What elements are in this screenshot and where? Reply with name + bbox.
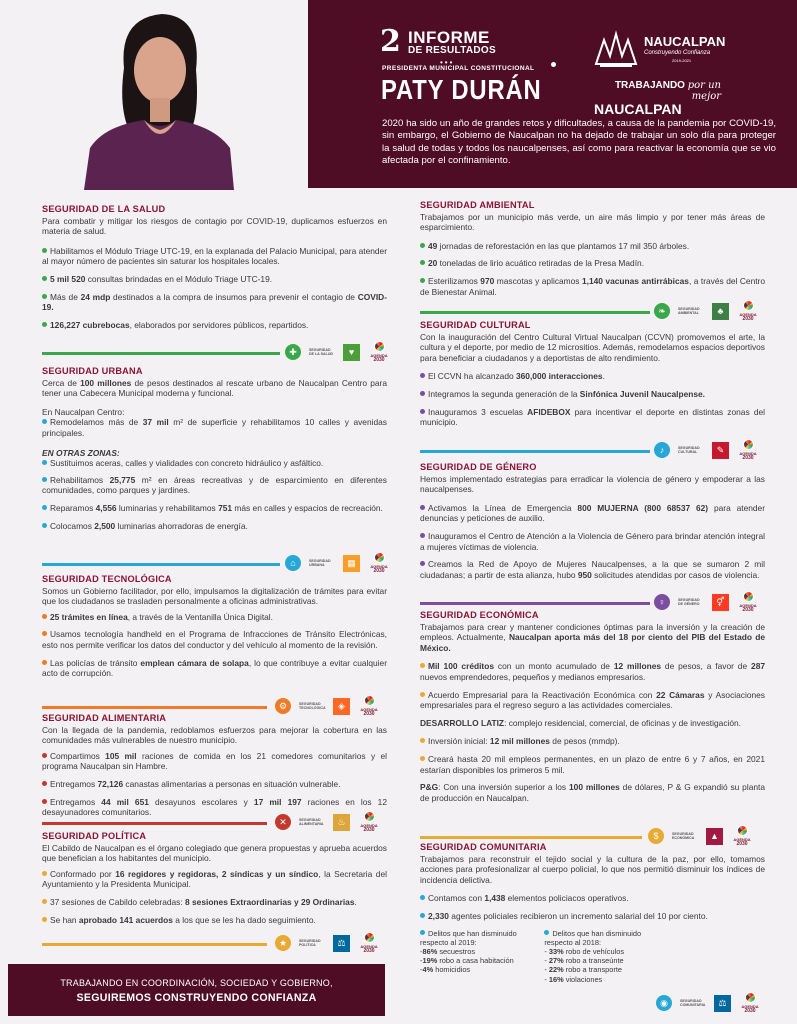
section-politica — [42, 831, 387, 932]
intro-text: 2020 ha sido un año de grandes retos y dificultades, a causa de la pandemia por COVID-19, sin embargo, el Gobierno de Naucalpan no ha dejado de trabajar un solo día para proteger la salud de todas y todos los naucalpenses, así como para reactivar la economía que se vio afectada por el confinamiento. — [382, 118, 776, 166]
seg-label: SEGURIDAD DE GÉNERO — [678, 598, 700, 606]
sdg-hunger-icon: ♨ — [333, 814, 350, 831]
section-badges — [275, 932, 380, 954]
sdg-life-land-icon: ♣ — [712, 303, 729, 320]
section-intro: Trabajamos para crear y mantener condiciones óptimas para la inversión y la creación de empleos. Actualmente, Naucalpan aporta más del 18 por ciento del PIB del Estado de México. — [420, 621, 765, 653]
list-item: Reparamos 4,556 luminarias y rehabilitamos 751 más en calles y espacios de recreación. — [42, 503, 387, 514]
crime-2019 — [420, 929, 542, 975]
naucalpan-emblem-icon — [592, 30, 640, 70]
crime-2018-title: Delitos que han disminuido respecto al 2018: — [544, 928, 642, 947]
section-badges — [275, 811, 380, 833]
sdg-education-icon: ✎ — [712, 442, 729, 459]
list-item: Colocamos 2,500 luminarias ahorradoras de energía. — [42, 521, 387, 532]
seg-label: SEGURIDAD COMUNITARIA — [680, 999, 706, 1007]
section-title: SEGURIDAD CULTURAL — [420, 320, 531, 330]
list-item: Creamos la Red de Apoyo de Mujeres Naucalpenses, a la que se sumaron 2 mil ciudadanas; a partir de esta alianza, hubo 950 solicitudes atendidas por casos de violencia. — [420, 559, 765, 580]
section-alimentaria — [42, 713, 387, 825]
otras-zonas-label: EN OTRAS ZONAS: — [42, 447, 120, 458]
list-item: 126,227 cubrebocas, elaborados por servidores públicos, repartidos. — [42, 320, 387, 331]
section-intro: Para combatir y mitigar los riesgos de contagio por COVID-19, duplicamos esfuerzos en materia de salud. — [42, 215, 387, 237]
agenda-2030-icon: AGENDA 2030 — [731, 825, 753, 847]
section-title: SEGURIDAD COMUNITARIA — [420, 842, 547, 852]
agenda-2030-icon: AGENDA 2030 — [368, 341, 390, 363]
separator-dot — [551, 62, 556, 67]
section-badges — [656, 992, 761, 1014]
crime-item: -86% secuestros — [420, 946, 476, 956]
list-item: Inauguramos 3 escuelas AFIDEBOX para incentivar el deporte en distintas zonas del municipio. — [420, 406, 765, 428]
crime-item: -19% robo a casa habitación — [420, 956, 514, 966]
section-badges — [285, 552, 390, 574]
section-intro: Con la llegada de la pandemia, redoblamos esfuerzos para mejorar la cobertura en las comunidades más vulnerables de nuestro municipio. — [42, 724, 387, 746]
seg-label: SEGURIDAD TECNOLÓGICA — [299, 702, 326, 710]
list-item: Contamos con 1,438 elementos policiacos operativos. — [420, 893, 765, 904]
list-item: 25 trámites en línea, a través de la Ventanilla Única Digital. — [42, 612, 387, 623]
city-icon: ⌂ — [285, 555, 301, 571]
economy-icon: $ — [648, 828, 664, 844]
list-item: Más de 24 mdp destinados a la compra de insumos para prevenir el contagio de COVID-19. — [42, 291, 387, 313]
slogan-c: NAUCALPAN — [594, 101, 682, 117]
president-role: PRESIDENTA MUNICIPAL CONSTITUCIONAL — [382, 65, 535, 72]
section-divider — [42, 822, 267, 825]
logo-years: 2019-2021 — [672, 58, 692, 63]
informe-title: INFORME — [408, 28, 490, 47]
crime-item: - 33% robo de vehículos — [544, 946, 625, 956]
section-intro: El Cabildo de Naucalpan es el órgano colegiado que genera propuestas y aprueba acuerdos que benefician a los habitantes del municipio. — [42, 842, 387, 864]
list-item: 2,330 agentes policiales recibieron un incremento salarial del 10 por ciento. — [420, 911, 765, 922]
section-salud — [42, 204, 387, 337]
footer-line-1: TRABAJANDO EN COORDINACIÓN, SOCIEDAD Y GOBIERNO, — [60, 978, 333, 988]
section-badges — [285, 341, 390, 363]
agenda-2030-icon: AGENDA 2030 — [739, 992, 761, 1014]
crime-item: -4% homicidios — [420, 965, 471, 975]
section-divider — [42, 943, 267, 946]
sdg-institutions-icon: ⚖ — [333, 935, 350, 952]
politics-icon: ★ — [275, 935, 291, 951]
informe-subtitle: DE RESULTADOS — [408, 45, 496, 56]
crime-item: - 16% violaciones — [544, 974, 603, 984]
section-title: SEGURIDAD ECONÓMICA — [420, 610, 539, 620]
section-intro: Somos un Gobierno facilitador, por ello, impulsamos la digitalización de trámites para evitar que los ciudadanos se trasladen personalmente a oficinas administrativas. — [42, 585, 387, 607]
agenda-2030-icon: AGENDA 2030 — [358, 695, 380, 717]
latiz-text: DESARROLLO LATIZ: complejo residencial, comercial, de oficinas y de investigación. — [420, 717, 742, 728]
section-divider — [42, 563, 280, 566]
list-item: Entregamos 72,126 canastas alimentarias a personas en situación vulnerable. — [42, 779, 387, 790]
section-cultural — [420, 320, 765, 435]
logo-name: NAUCALPAN — [644, 34, 726, 49]
section-title: SEGURIDAD ALIMENTARIA — [42, 713, 167, 723]
section-divider — [420, 602, 650, 605]
slogan-b: por un mejor — [687, 80, 721, 102]
footer-banner — [8, 964, 385, 1016]
slogan — [594, 80, 721, 123]
section-title: SEGURIDAD AMBIENTAL — [420, 200, 535, 210]
agenda-2030-icon: AGENDA 2030 — [737, 300, 759, 322]
sdg-peace-icon: ⚖ — [714, 995, 731, 1012]
list-item: Inversión inicial: 12 mil millones de pesos (mmdp). — [420, 736, 765, 747]
list-item: Las policías de tránsito emplean cámara de solapa, lo que contribuye a evitar cualquier acto de corrupción. — [42, 657, 387, 679]
section-title: SEGURIDAD URBANA — [42, 366, 143, 376]
list-item: Rehabilitamos 25,775 m² en áreas recreativas y de esparcimiento en diferentes comunidades, como parques y jardines. — [42, 474, 387, 496]
section-intro: Con la inauguración del Centro Cultural Virtual Naucalpan (CCVN) promovemos el arte, la cultura y el deporte, por medio de 12 micrositios. Además, remodelamos espacios deportivos para beneficiar a ciudadanos y a deportistas de alto rendimiento. — [420, 331, 765, 363]
health-icon: ✚ — [285, 344, 301, 360]
sdg-health-icon: ♥ — [343, 344, 360, 361]
informe-number: 2 — [380, 24, 401, 59]
section-divider — [420, 450, 650, 453]
crime-item: - 22% robo a transporte — [544, 965, 622, 975]
section-title: SEGURIDAD DE LA SALUD — [42, 204, 166, 214]
list-item: Se han aprobado 141 acuerdos a los que se les ha dado seguimiento. — [42, 915, 387, 926]
section-economica — [420, 610, 765, 808]
section-title: SEGURIDAD TECNOLÓGICA — [42, 574, 172, 584]
list-item: El CCVN ha alcanzado 360,000 interacciones. — [420, 371, 765, 382]
section-intro: Hemos implementado estrategias para erradicar la violencia de género y empoderar a las naucalpenses. — [420, 473, 765, 495]
pg-text: P&G: Con una inversión superior a los 100 millones de dólares, P & G expandió su planta de producción en Naucalpan. — [420, 782, 766, 803]
seg-label: SEGURIDAD AMBIENTAL — [678, 307, 700, 315]
gender-icon: ♀ — [654, 594, 670, 610]
president-name: PATY DURÁN — [381, 74, 542, 105]
community-icon: ◉ — [656, 995, 672, 1011]
crime-2019-title: Delitos que han disminuido respecto al 2019: — [420, 928, 517, 947]
list-item: 49 jornadas de reforestación en las que plantamos 17 mil 350 árboles. — [420, 241, 765, 252]
section-genero — [420, 462, 765, 587]
list-item: Inauguramos el Centro de Atención a la Violencia de Género para brindar atención integral a mujeres víctimas de violencia. — [420, 530, 765, 552]
section-divider — [420, 311, 650, 314]
list-item: 20 toneladas de lirio acuático retiradas de la Presa Madín. — [420, 258, 765, 269]
agenda-2030-icon: AGENDA 2030 — [358, 811, 380, 833]
section-title: SEGURIDAD DE GÉNERO — [420, 462, 537, 472]
culture-icon: ♪ — [654, 442, 670, 458]
list-item: Compartimos 105 mil raciones de comida en los 21 comedores comunitarios y el programa Naucalpan sin Hambre. — [42, 750, 388, 772]
sdg-gender-icon: ⚥ — [712, 594, 729, 611]
seg-label: SEGURIDAD ALIMENTARIA — [299, 818, 324, 826]
naucalpan-logo — [592, 30, 726, 72]
list-item: Mil 100 créditos con un monto acumulado de 12 millones de pesos, a favor de 287 nuevos emprendedores, pequeños y medianos empresarios. — [420, 661, 766, 682]
seg-label: SEGURIDAD URBANA — [309, 559, 331, 567]
list-item: Remodelamos más de 37 mil m² de superficie y rehabilitamos 10 calles y avenidas principales. — [42, 417, 387, 438]
list-item: Conformado por 16 regidores y regidoras, 2 síndicas y un síndico, la Secretaria del Ayuntamiento y la Presidenta Municipal. — [42, 868, 387, 890]
section-ambiental — [420, 200, 765, 304]
section-title: SEGURIDAD POLÍTICA — [42, 831, 147, 841]
agenda-2030-icon: AGENDA 2030 — [358, 932, 380, 954]
seg-label: SEGURIDAD POLÍTICA — [299, 939, 321, 947]
seg-label: SEGURIDAD DE LA SALUD — [309, 348, 334, 356]
section-urbana — [42, 366, 387, 538]
informe-dots: ••• — [440, 58, 455, 67]
crime-item: - 27% robo a transeúnte — [544, 956, 624, 966]
list-item: Activamos la Línea de Emergencia 800 MUJERNA (800 68537 62) para atender denuncias y peticiones de auxilio. — [420, 502, 765, 524]
centro-label: En Naucalpan Centro: — [42, 406, 125, 417]
section-badges — [654, 300, 759, 322]
logo-subtitle: Construyendo Confianza — [644, 50, 711, 56]
sdg-cities-icon: ▦ — [343, 555, 360, 572]
tech-icon: ⚙ — [275, 698, 291, 714]
section-intro: Cerca de 100 millones de pesos destinados al rescate urbano de Naucalpan Centro para tener una Cabecera Municipal moderna y funcional. — [42, 377, 387, 399]
seg-label: SEGURIDAD CULTURAL — [678, 446, 700, 454]
section-intro: Trabajamos para reconstruir el tejido social y la cultura de la paz, por ello, tomamos acciones para profesionalizar al cuerpo policial, lo que nos permitió disminuir los índices de incidencia delictiva. — [420, 853, 765, 885]
list-item: Habilitamos el Módulo Triage UTC-19, en la explanada del Palacio Municipal, para atender al mayor número de pacientes sin saturar los hospitales locales. — [42, 245, 387, 267]
list-item: Esterilizamos 970 mascotas y aplicamos 1,140 vacunas antirrábicas, a través del Centro de Bienestar Animal. — [420, 275, 766, 297]
seg-label: SEGURIDAD ECONÓMICA — [672, 832, 695, 840]
list-item: Entregamos 44 mil 651 desayunos escolares y 17 mil 197 raciones en los 12 desayunadores comunitarios. — [42, 796, 388, 818]
agenda-2030-icon: AGENDA 2030 — [368, 552, 390, 574]
section-tecnologica — [42, 574, 387, 686]
leaf-icon: ❧ — [654, 303, 670, 319]
list-item: 5 mil 520 consultas brindadas en el Módulo Triage UTC-19. — [42, 274, 387, 285]
food-icon: ✕ — [275, 814, 291, 830]
section-divider — [42, 352, 280, 355]
header — [0, 0, 797, 190]
agenda-2030-icon: AGENDA 2030 — [737, 591, 759, 613]
crime-2018 — [544, 929, 654, 984]
president-photo — [84, 8, 234, 190]
list-item: 37 sesiones de Cabildo celebradas: 8 sesiones Extraordinarias y 29 Ordinarias. — [42, 897, 387, 908]
section-badges — [654, 439, 759, 461]
slogan-a: TRABAJANDO — [614, 80, 685, 91]
footer-line-2: SEGUIREMOS CONSTRUYENDO CONFIANZA — [76, 992, 317, 1004]
list-item: Acuerdo Empresarial para la Reactivación Económica con 22 Cámaras y Asociaciones empresariales para el regreso seguro a las actividades comerciales. — [420, 689, 765, 711]
sdg-work-icon: ▲ — [706, 828, 723, 845]
list-item: Creará hasta 20 mil empleos permanentes, en un plazo de entre 6 y 7 años, en 2021 estarían disponibles los primeros 5 mil. — [420, 753, 765, 775]
section-divider — [42, 706, 267, 709]
sdg-industry-icon: ◈ — [333, 698, 350, 715]
crime-stats — [420, 929, 765, 984]
section-intro: Trabajamos por un municipio más verde, un aire más limpio y por tener más áreas de esparcimiento. — [420, 211, 765, 233]
section-comunitaria — [420, 842, 765, 984]
agenda-2030-icon: AGENDA 2030 — [737, 439, 759, 461]
list-item: Usamos tecnología handheld en el Programa de Infracciones de Tránsito Electrónicas, esto nos permite verificar los datos del conductor y del vehículo al momento de la revisión. — [42, 629, 387, 650]
section-divider — [420, 836, 642, 839]
list-item: Integramos la segunda generación de la Sinfónica Juvenil Naucalpense. — [420, 389, 765, 400]
list-item: Sustituimos aceras, calles y vialidades con concreto hidráulico y asfáltico. — [42, 458, 387, 469]
